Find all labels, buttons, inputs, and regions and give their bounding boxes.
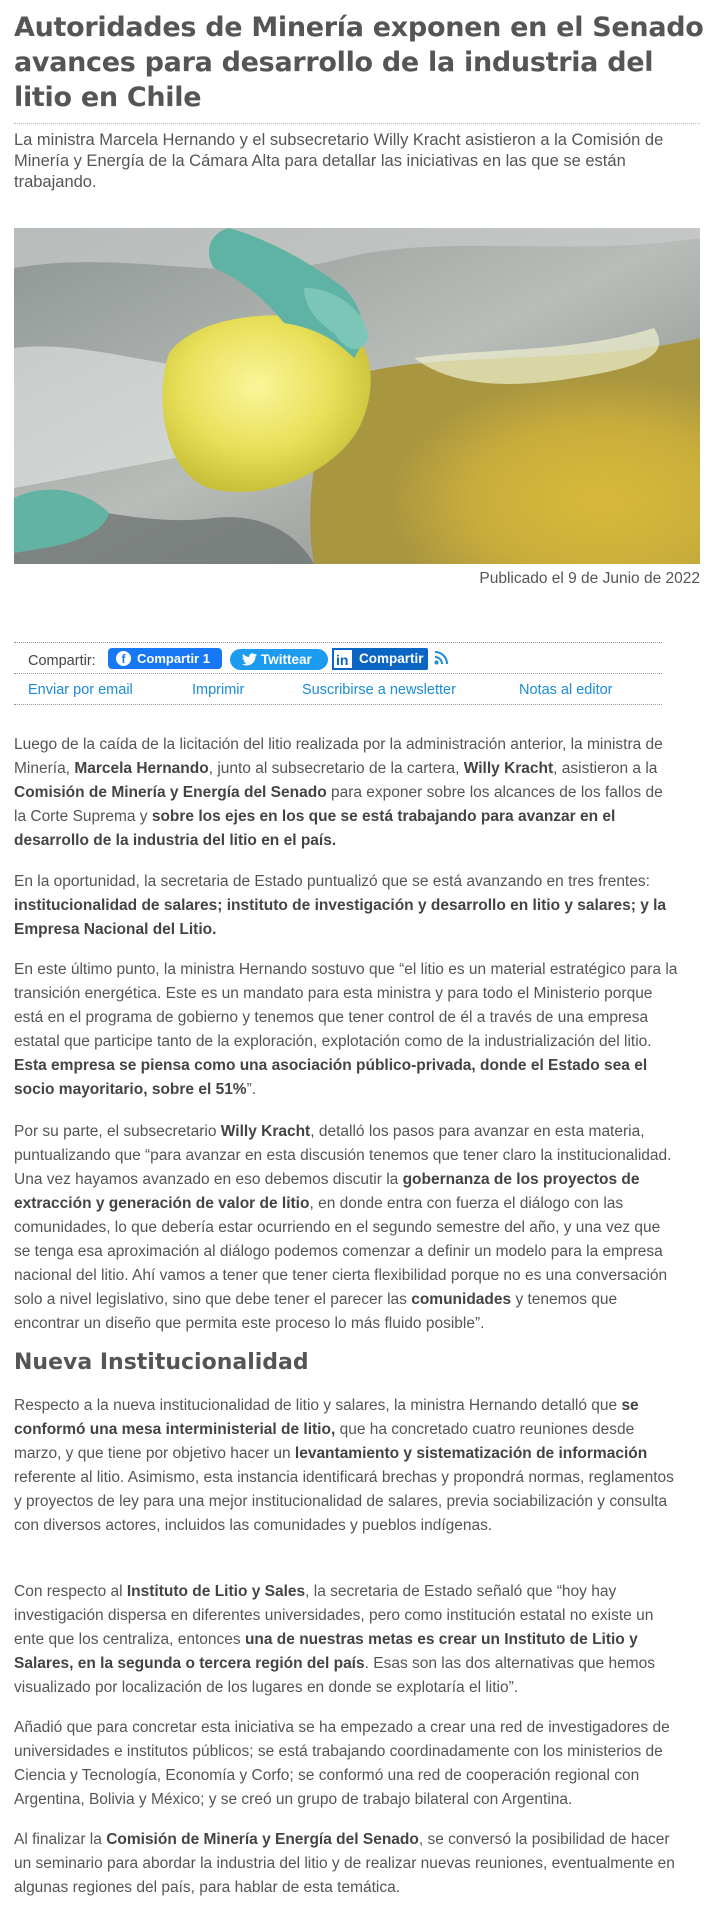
text-run: , la secretaria de Estado señaló que “hoy hay investigación dispersa en diferentes universidades, pero como institución estatal no existe un ente que los centraliza, entonces: [14, 1583, 654, 1648]
rss-icon[interactable]: [434, 651, 448, 665]
text-run: , detalló los pasos para avanzar en esta materia, puntualizando que “para avanzar en esta discusión tenemos que tener claro la institucionalidad. Una vez hayamos avanzado en eso debemos discutir la: [14, 1123, 672, 1188]
editor-notes-link[interactable]: Notas al editor: [519, 682, 613, 698]
text-run: , junto al subsecretario de la cartera,: [208, 760, 464, 777]
paragraph-4: [14, 1120, 678, 1336]
text-run: para exponer sobre los alcances de los fallos de la Corte Suprema y: [14, 784, 663, 825]
facebook-share-label: Compartir 1: [137, 651, 210, 666]
linkedin-share-label: Compartir: [359, 651, 424, 666]
twitter-share-label: Twittear: [261, 652, 312, 667]
text-run: . Esas son las dos alternativas que hemos visualizado por localización de los lugares en donde se explotaría el litio”.: [14, 1655, 655, 1696]
paragraph-8: [14, 1828, 678, 1900]
share-middle-divider: [14, 673, 662, 674]
share-bar: [14, 642, 662, 704]
text-run: Al finalizar la: [14, 1831, 107, 1848]
bold-text: una de nuestras metas es crear un Instituto de Litio y Salares, en la segunda o tercera región del país: [14, 1631, 638, 1672]
text-run: , se conversó la posibilidad de hacer un seminario para abordar la industria del litio y de realizar nuevas reuniones, eventualmente en algunas regiones del país, para hablar de esta temática.: [14, 1831, 675, 1896]
facebook-icon: f: [116, 651, 131, 666]
publish-date: Publicado el 9 de Junio de 2022: [479, 570, 700, 587]
text-run: , asistieron a la: [553, 760, 658, 777]
lithium-brine-photo: [14, 228, 700, 564]
paragraph-1: [14, 733, 678, 853]
bold-text: comunidades: [411, 1291, 512, 1308]
section-heading: Nueva Institucionalidad: [14, 1350, 309, 1375]
hero-image: [14, 228, 700, 564]
paragraph-3: [14, 958, 678, 1102]
twitter-share-button[interactable]: [230, 649, 328, 670]
text-run: referente al litio. Asimismo, esta instancia identificará brechas y propondrá normas, reglamentos y proyectos de ley para una mejor institucionalidad de salares, previa sociabilización y consulta con diversos actores, incluidos las comunidades y pueblos indígenas.: [14, 1469, 674, 1534]
text-run: ”.: [246, 1081, 257, 1098]
bold-text: Comisión de Minería y Energía del Senado: [106, 1831, 419, 1848]
share-bottom-divider: [14, 704, 662, 705]
article-title: Autoridades de Minería exponen en el Senado avances para desarrollo de la industria del litio en Chile: [14, 12, 704, 113]
share-label: Compartir:: [28, 653, 96, 669]
paragraph-7: [14, 1716, 678, 1812]
bold-text: sobre los ejes en los que se está trabajando para avanzar en el desarrollo de la industria del litio en el país.: [14, 808, 616, 849]
bold-text: levantamiento y sistematización de información: [294, 1445, 648, 1462]
paragraph-6: [14, 1580, 678, 1700]
bold-text: Esta empresa se piensa como una asociación público-privada, donde el Estado sea el socio mayoritario, sobre el 51%: [14, 1057, 648, 1098]
paragraph-2: [14, 870, 678, 942]
text-run: En este último punto, la ministra Hernando sostuvo que “el litio es un material estratégico para la transición energética. Este es un mandato para esta ministra y para todo el Ministerio porque está en el programa de gobierno y tenemos que tener control de él a través de una empresa estatal que participe tanto de la exploración, explotación como de la industrialización del litio.: [14, 961, 678, 1050]
share-top-divider: [14, 642, 662, 643]
facebook-share-button[interactable]: [108, 648, 222, 669]
twitter-icon: [242, 653, 257, 666]
bold-text: institucionalidad de salares; instituto de investigación y desarrollo en litio y salares; y la Empresa Nacional del Litio.: [14, 897, 667, 938]
article-lead: La ministra Marcela Hernando y el subsecretario Willy Kracht asistieron a la Comisión de Minería y Energía de la Cámara Alta para detallar las iniciativas en las que se están trabajando.: [14, 131, 664, 191]
title-divider: [14, 123, 700, 124]
bold-text: Comisión de Minería y Energía del Senado: [14, 784, 327, 801]
linkedin-icon: in: [332, 648, 354, 670]
text-run: y tenemos que encontrar un diseño que permita este proceso lo más fluido posible”.: [14, 1291, 618, 1332]
bold-text: Willy Kracht: [463, 760, 554, 777]
text-run: Luego de la caída de la licitación del litio realizada por la administración anterior, la ministra de Minería,: [14, 736, 663, 777]
paragraph-5: [14, 1394, 678, 1538]
text-run: En la oportunidad, la secretaria de Estado puntualizó que se está avanzando en tres frentes:: [14, 873, 650, 890]
bold-text: gobernanza de los proyectos de extracción y generación de valor de litio: [14, 1171, 640, 1212]
email-link[interactable]: Enviar por email: [28, 682, 133, 698]
bold-text: Instituto de Litio y Sales: [126, 1583, 306, 1600]
text-run: Con respecto al: [14, 1583, 127, 1600]
text-run: Por su parte, el subsecretario: [14, 1123, 221, 1140]
text-run: Respecto a la nueva institucionalidad de litio y salares, la ministra Hernando detalló que: [14, 1397, 622, 1414]
newsletter-link[interactable]: Suscribirse a newsletter: [302, 682, 456, 698]
text-run: , en donde entra con fuerza el diálogo con las comunidades, lo que debería estar ocurriendo en el segundo semestre del año, y una vez que se tenga esa aproximación al diálogo podemos comenzar a definir un modelo para la empresa nacional del litio. Ahí vamos a tener que tener cierta flexibilidad porque no es una conversación solo a nivel legislativo, sino que debe tener el parecer las: [14, 1195, 668, 1308]
bold-text: se conformó una mesa interministerial de litio,: [14, 1397, 639, 1438]
bold-text: Willy Kracht: [220, 1123, 311, 1140]
text-run: que ha concretado cuatro reuniones desde marzo, y que tiene por objetivo hacer un: [14, 1421, 635, 1462]
print-link[interactable]: Imprimir: [192, 682, 245, 698]
bold-text: Marcela Hernando: [74, 760, 209, 777]
linkedin-share-button[interactable]: [332, 648, 428, 670]
text-run: Añadió que para concretar esta iniciativa se ha empezado a crear una red de investigadores de universidades e institutos públicos; se está trabajando coordinadamente con los ministerios de Ciencia y Tecnología, Economía y Corfo; se conformó una red de cooperación regional con Argentina, Bolivia y México; y se creó un grupo de trabajo bilateral con Argentina.: [14, 1719, 670, 1808]
